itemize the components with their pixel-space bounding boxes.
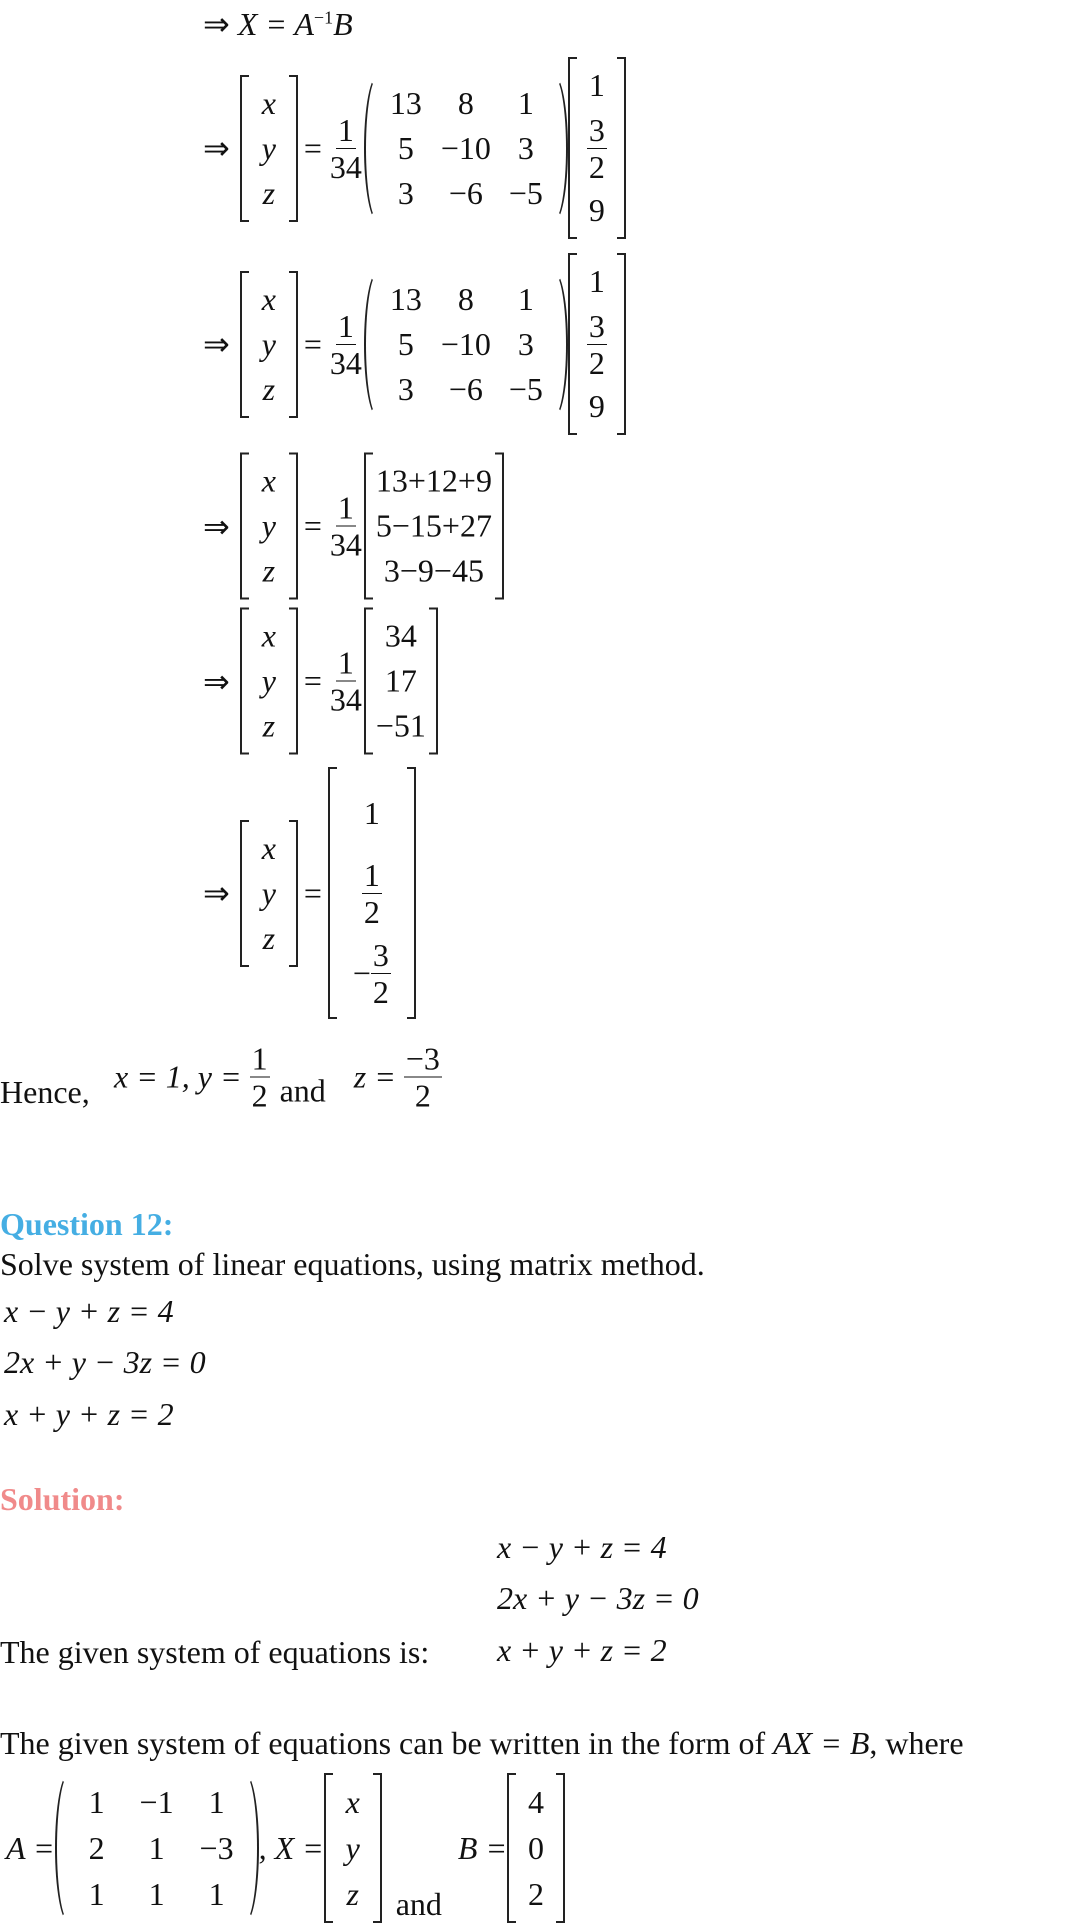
matrix-row <box>252 614 286 659</box>
matrix-cell: z <box>346 1875 359 1912</box>
matrix-form-sentence <box>0 1723 964 1763</box>
matrix-cell: 1 <box>208 1783 225 1820</box>
matrix-row <box>580 384 614 429</box>
derivation-step <box>203 453 504 600</box>
matrix-cell: −51 <box>375 707 426 744</box>
equation-tail: B <box>333 6 353 42</box>
matrix-row <box>252 916 286 961</box>
derivation-step <box>203 253 626 435</box>
matrix-cell: z <box>262 370 276 407</box>
matrix-row <box>580 259 614 304</box>
implies-arrow: ⇒ <box>203 326 230 362</box>
system-intro: The given system of equations is: <box>0 1634 430 1670</box>
a-label: A = <box>6 1829 55 1866</box>
implies-arrow: ⇒ <box>203 508 230 544</box>
matrix-cell: 1 <box>363 794 380 831</box>
where-text: , where <box>869 1725 964 1761</box>
denominator: 34 <box>329 681 362 718</box>
matrix-cell: x <box>261 829 276 866</box>
xyz-vector <box>240 608 298 755</box>
matrix-cell: 5−15+27 <box>375 507 492 544</box>
implies-arrow: ⇒ <box>203 6 230 42</box>
z-label: z = <box>353 1058 396 1095</box>
matrix-row <box>336 1779 370 1825</box>
b-label: B = <box>457 1829 508 1866</box>
matrix-row <box>252 826 286 871</box>
numerator: 1 <box>337 644 354 681</box>
matrix-cell: x <box>261 617 276 654</box>
inverse-equation <box>203 5 353 43</box>
solution-equation: x + y + z = 2 <box>497 1632 667 1668</box>
question-equation: 2x + y − 3z = 0 <box>4 1344 206 1380</box>
equals-sign: = <box>303 507 322 544</box>
bracket-matrix <box>364 608 438 755</box>
fraction <box>328 112 364 185</box>
form-equation: AX = B <box>773 1725 870 1761</box>
matrix-cell: 3 <box>517 325 534 362</box>
fraction <box>362 857 382 930</box>
matrix-row <box>376 504 492 549</box>
equals-sign: = <box>303 662 322 699</box>
matrix-row <box>580 108 614 188</box>
matrix-cell: −3 <box>199 1829 234 1866</box>
matrix-row <box>252 367 286 412</box>
matrix-cell: 34 <box>384 617 417 654</box>
matrix-cell <box>342 857 402 930</box>
matrix-cell: 1 <box>588 263 605 299</box>
matrix-row <box>67 1825 247 1871</box>
y-fraction <box>250 1041 270 1114</box>
matrix-row <box>376 614 426 659</box>
matrix-cell: y <box>345 1829 360 1866</box>
matrix-row <box>252 871 286 916</box>
matrix-cell <box>342 937 402 1010</box>
matrix-row <box>376 126 556 171</box>
sign: − <box>352 954 371 991</box>
denominator: 34 <box>329 148 362 185</box>
and-text: and <box>279 1072 326 1109</box>
xyz-vector <box>240 271 298 418</box>
fraction <box>587 308 607 381</box>
numerator: 3 <box>588 307 605 344</box>
matrix-cell: x <box>261 280 276 317</box>
matrix-row <box>252 549 286 594</box>
numerator: −3 <box>405 1040 440 1077</box>
solution-equation: x − y + z = 4 <box>497 1529 667 1565</box>
denominator: 2 <box>363 893 380 930</box>
signed-fraction <box>353 937 391 1010</box>
implies-arrow: ⇒ <box>203 663 230 699</box>
matrix-cell: −1 <box>139 1783 174 1820</box>
bracket-matrix <box>328 767 416 1019</box>
matrix-row <box>342 933 402 1013</box>
matrix-row <box>376 277 556 322</box>
form-text: The given system of equations can be written in the form of <box>0 1725 766 1761</box>
equals-sign: = <box>303 129 322 166</box>
matrix-row <box>376 322 556 367</box>
matrix-cell: y <box>261 874 276 911</box>
matrix-cell: y <box>261 662 276 699</box>
matrix-row <box>580 188 614 233</box>
matrix-cell: y <box>261 325 276 362</box>
matrix-cell: z <box>262 552 276 589</box>
matrix-cell: −6 <box>448 370 483 407</box>
matrix-row <box>376 171 556 216</box>
matrix-cell: 5 <box>397 325 414 362</box>
matrix-cell: 2 <box>88 1829 105 1866</box>
solution-title: Solution: <box>0 1481 125 1517</box>
matrix-row <box>336 1871 370 1917</box>
and-text: and <box>395 1886 442 1922</box>
equals-sign: = <box>303 874 322 911</box>
bracket-matrix <box>568 253 626 435</box>
xyz-vector <box>240 820 298 967</box>
matrix-cell: 8 <box>457 84 474 121</box>
denominator: 2 <box>372 973 389 1010</box>
matrix-cell: 13 <box>389 84 422 121</box>
fraction <box>328 308 364 381</box>
xy-values: x = 1, y = <box>114 1058 242 1095</box>
matrix-row <box>252 171 286 216</box>
matrix-row <box>67 1871 247 1917</box>
matrix-cell: 17 <box>384 662 417 699</box>
matrix-cell: 13+12+9 <box>375 462 492 499</box>
parenthesis-matrix <box>55 1773 259 1923</box>
matrix-cell: 3 <box>517 129 534 166</box>
denominator: 2 <box>414 1077 431 1114</box>
matrix-row <box>252 322 286 367</box>
matrix-cell: 13 <box>389 280 422 317</box>
matrix-row <box>252 504 286 549</box>
implies-arrow: ⇒ <box>203 875 230 911</box>
matrix-cell: 4 <box>528 1783 545 1820</box>
parenthesis-matrix <box>364 271 568 418</box>
matrix-cell: 1 <box>208 1875 225 1912</box>
matrix-row <box>376 704 426 749</box>
equation-text: X = A <box>237 6 314 42</box>
question-equation: x + y + z = 2 <box>4 1396 174 1432</box>
matrix-row <box>252 81 286 126</box>
matrix-row <box>252 459 286 504</box>
matrix-row <box>580 63 614 108</box>
matrix-cell <box>580 308 614 381</box>
matrix-cell: 1 <box>517 84 534 121</box>
matrix-cell: 1 <box>148 1829 165 1866</box>
matrix-cell: x <box>261 84 276 121</box>
matrix-cell: 2 <box>528 1875 545 1912</box>
matrix-row <box>342 773 402 853</box>
matrix-cell: y <box>261 129 276 166</box>
solution-equation: 2x + y − 3z = 0 <box>497 1580 699 1616</box>
matrix-cell: z <box>262 919 276 956</box>
matrix-row <box>67 1779 247 1825</box>
numerator: 1 <box>251 1040 268 1077</box>
matrix-cell: 0 <box>528 1829 545 1866</box>
numerator: 1 <box>337 489 354 526</box>
parenthesis-matrix <box>364 75 568 222</box>
matrix-cell: 3−9−45 <box>383 552 484 589</box>
question-prompt: Solve system of linear equations, using matrix method. <box>0 1246 705 1282</box>
derivation-step <box>203 57 626 239</box>
matrix-row <box>519 1825 553 1871</box>
derivation-step <box>203 767 416 1019</box>
numerator: 1 <box>337 111 354 148</box>
matrix-cell: 3 <box>397 370 414 407</box>
numerator: 3 <box>588 111 605 148</box>
implies-arrow: ⇒ <box>203 130 230 166</box>
matrix-cell: −5 <box>508 370 543 407</box>
numerator: 1 <box>337 307 354 344</box>
matrix-cell: 9 <box>588 388 605 424</box>
matrix-cell: 3 <box>397 174 414 211</box>
matrix-cell: y <box>261 507 276 544</box>
bracket-matrix <box>507 1773 565 1923</box>
matrix-cell: −6 <box>448 174 483 211</box>
matrix-definitions <box>6 1773 565 1923</box>
matrix-cell: z <box>262 707 276 744</box>
matrix-row <box>376 549 492 594</box>
matrix-cell: 8 <box>457 280 474 317</box>
fraction <box>371 937 391 1010</box>
matrix-row <box>336 1825 370 1871</box>
matrix-cell: −10 <box>440 129 491 166</box>
equals-sign: = <box>303 325 322 362</box>
matrix-cell: 1 <box>148 1875 165 1912</box>
fraction <box>328 490 364 563</box>
hence-label: Hence, <box>0 1074 90 1110</box>
bracket-matrix <box>324 1773 382 1923</box>
matrix-cell: 1 <box>88 1783 105 1820</box>
matrix-row <box>252 277 286 322</box>
matrix-row <box>376 459 492 504</box>
bracket-matrix <box>568 57 626 239</box>
matrix-cell: x <box>345 1783 360 1820</box>
xyz-vector <box>240 453 298 600</box>
numerator: 3 <box>372 936 389 973</box>
fraction <box>328 645 364 718</box>
numerator: 1 <box>363 856 380 893</box>
denominator: 2 <box>588 344 605 381</box>
matrix-row <box>519 1779 553 1825</box>
matrix-cell: 1 <box>88 1875 105 1912</box>
denominator: 2 <box>588 148 605 185</box>
matrix-cell: x <box>261 462 276 499</box>
final-answer <box>114 1041 442 1114</box>
matrix-cell: −5 <box>508 174 543 211</box>
matrix-cell: 5 <box>397 129 414 166</box>
denominator: 34 <box>329 344 362 381</box>
matrix-row <box>519 1871 553 1917</box>
denominator: 2 <box>251 1077 268 1114</box>
matrix-cell: −10 <box>440 325 491 362</box>
matrix-cell <box>580 112 614 185</box>
matrix-row <box>580 304 614 384</box>
z-fraction <box>404 1041 442 1114</box>
xyz-vector <box>240 75 298 222</box>
matrix-row <box>252 704 286 749</box>
question-equation: x − y + z = 4 <box>4 1293 174 1329</box>
matrix-cell: 1 <box>588 67 605 103</box>
fraction <box>587 112 607 185</box>
matrix-cell: 1 <box>517 280 534 317</box>
derivation-step <box>203 608 438 755</box>
matrix-row <box>376 367 556 412</box>
matrix-cell: 9 <box>588 192 605 228</box>
bracket-matrix <box>364 453 504 600</box>
matrix-row <box>376 81 556 126</box>
superscript: −1 <box>313 7 334 28</box>
matrix-row <box>342 853 402 933</box>
matrix-row <box>252 659 286 704</box>
matrix-row <box>252 126 286 171</box>
matrix-cell: z <box>262 174 276 211</box>
denominator: 34 <box>329 526 362 563</box>
x-label: , X = <box>258 1829 324 1866</box>
matrix-row <box>376 659 426 704</box>
question-title: Question 12: <box>0 1206 174 1242</box>
